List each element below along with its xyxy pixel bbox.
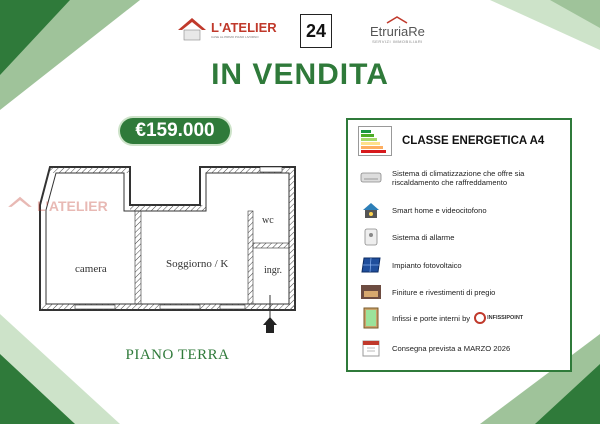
energy-label-icon bbox=[358, 126, 392, 156]
room-label-ingr: ingr. bbox=[264, 265, 283, 276]
house-logo-icon bbox=[176, 16, 208, 42]
feature-text: Finiture e rivestimenti di pregio bbox=[392, 287, 496, 297]
headline: IN VENDITA bbox=[211, 58, 389, 91]
calendar-icon bbox=[360, 338, 382, 358]
solar-panel-icon bbox=[360, 255, 382, 275]
infissipoint-logo bbox=[474, 312, 523, 324]
room-label-camera: camera bbox=[75, 263, 107, 275]
feature-text: Sistema di allarme bbox=[392, 232, 455, 242]
air-conditioner-icon bbox=[360, 168, 382, 188]
logo-bar bbox=[0, 12, 600, 52]
watermark-logo bbox=[5, 195, 108, 217]
latelier-logo bbox=[176, 16, 277, 42]
floor-plan bbox=[20, 155, 330, 345]
price-badge: €159.000 bbox=[120, 118, 230, 144]
feature-item bbox=[360, 308, 565, 328]
features-panel bbox=[346, 118, 572, 372]
etruriare-logo bbox=[370, 16, 425, 44]
feature-text: Infissi e porte interni by bbox=[392, 313, 471, 323]
feature-item bbox=[360, 227, 565, 247]
feature-item bbox=[360, 338, 565, 358]
24-logo-text: 24 bbox=[305, 20, 327, 41]
feature-item bbox=[360, 168, 565, 188]
feature-text: Sistema di climatizzazione che offre sia riscaldamento che raffreddamento bbox=[392, 169, 525, 187]
watermark-house-icon bbox=[5, 195, 35, 217]
energy-class-title: CLASSE ENERGETICA A4 bbox=[402, 135, 545, 147]
floor-plan-drawing bbox=[20, 155, 330, 345]
feature-item bbox=[360, 200, 565, 220]
feature-item bbox=[360, 282, 565, 302]
energy-class-header bbox=[358, 126, 544, 156]
window-icon bbox=[360, 308, 382, 328]
alarm-icon bbox=[360, 227, 382, 247]
24-logo bbox=[300, 14, 332, 48]
latelier-subtitle: CASE AL PRIMO PIANO LIVORNO bbox=[211, 34, 259, 39]
room-label-wc: wc bbox=[262, 215, 274, 226]
latelier-name: L'ATELIER bbox=[211, 19, 277, 35]
finishes-icon bbox=[360, 282, 382, 302]
watermark-text: L'ATELIER bbox=[37, 198, 108, 214]
floor-label: PIANO TERRA bbox=[125, 347, 230, 363]
infissipoint-name: INFISSIPOINT bbox=[487, 315, 524, 321]
etruriare-name: EtruriaRe bbox=[370, 24, 425, 39]
feature-text: Impianto fotovoltaico bbox=[392, 260, 462, 270]
roof-logo-icon bbox=[386, 16, 408, 24]
feature-text: Smart home e videocitofono bbox=[392, 205, 487, 215]
etruriare-subtitle: SERVIZI IMMOBILIARI bbox=[372, 39, 423, 44]
feature-text: Consegna prevista a MARZO 2026 bbox=[392, 343, 511, 353]
room-label-soggiorno: Soggiorno / K bbox=[166, 258, 229, 270]
feature-item bbox=[360, 255, 565, 275]
smart-home-icon bbox=[360, 200, 382, 220]
infissipoint-mark-icon bbox=[474, 312, 486, 324]
